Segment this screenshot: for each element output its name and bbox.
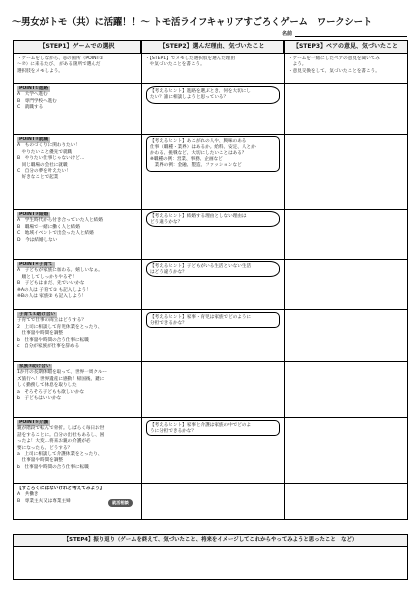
point-label: 【すごろくにはないけれど考えてみよう】: [17, 486, 105, 491]
point2-hint: 【考えるヒント】あこがれの人や、興味のある 仕事（職種・業界）はあるか。給料、安定、人とか かわる、挑戦など、大切にしたいことはある？ ※職種の例：営業、事務、企画など 業界の例：金融、製造、ファッションなど: [146, 136, 280, 172]
point-label: POINT④子育て: [19, 262, 53, 267]
point3-options: POINT③結婚 A 学生時代から付き合っていた人と結婚 B 職場で一緒に働く人と結婚 C 地域イベントで出会った人と結婚 D 今は結婚しない: [17, 212, 103, 243]
point4-hint: 【考えるヒント】子どもがいる生活といない生活 はどう違うかな？: [146, 261, 280, 277]
step4-answer-area[interactable]: [14, 547, 407, 580]
name-field[interactable]: [295, 36, 407, 37]
row-divider: [14, 417, 407, 418]
point-label: 子育て①助け合い: [19, 312, 56, 317]
point-label: POINT①進路: [19, 86, 49, 91]
childcare-options: 子育て①助け合い 子育てで仕事の両立はどうする？ 2 上司に相談して育児休業をとったり、 仕事量や時間を調整 b 仕事量や時間の合う仕事に転職 c 自分が家族が仕事を辞める: [17, 312, 103, 350]
worksheet-title: 〜男女がトモ（共）に活躍！！〜 トモ活ライフキャリアすごろくゲーム ワークシート: [12, 17, 372, 28]
row-divider: [14, 83, 407, 84]
step2-instructions: ・【STEP1】でメモした選択肢を選んだ理由 や気づいたことを書こう。: [145, 56, 236, 68]
column-divider: [284, 41, 285, 519]
row-divider: [14, 209, 407, 210]
point-label: 家族②助け合い: [19, 364, 51, 369]
point5-hint: 【考えるヒント】家事と介護は家族の中でどのよ うに分担できるかな？: [146, 420, 280, 436]
point5-options: POINT⑤介護 親が階段で転んで骨折。しばらく毎日お世 話をすることに。自分の出社もあるし、困 ったよ！大変…将来お親の介護が必 要になったら、どうする？ a 上司に相談して介護休業をとったり、 仕事量や時間を調整 b 仕事量や時間の合う仕事に転職: [17, 420, 105, 470]
worksheet-table: [13, 40, 408, 520]
step4-reflection: [13, 534, 408, 580]
point-label: POINT⑤介護: [19, 420, 49, 425]
point-label: POINT②就職: [19, 137, 49, 142]
step1-instructions: ・ゲームをしながら、◎の箇所（POINT① 〜⑦）に来るたび、 がある箇所で選んだ 選択肢をメモしよう。: [17, 56, 104, 74]
point4-options: POINT④子育て A 子どもが家族に加わる。嬉しいなぁ。 順としてしっかりやるぞ！ B 子どもはまだ、先でいいかな ※Aの人は 子育て① も記入しよう！ ※Bの人は 家族② も記入しよう！: [17, 262, 103, 300]
step4-title: 【STEP4】振り返り（ゲームを終えて、気づいたこと、将来をイメージしてこれからやってみようと思ったこと など）: [14, 535, 407, 547]
row-divider: [14, 309, 407, 310]
point3-hint: 【考えるヒント】結婚する理由としない理由は どう違うかな？: [146, 211, 280, 227]
column-header-step3: 【STEP3】ペアの意見、気づいたこと: [284, 41, 407, 54]
point2-options: POINT②就職 A ものづくりに関わりたい！ やりたいこと優先で就職 B やりたい仕事じゃないけど… 同じ職場の会社に就職 C 自分の夢を叶えたい！ 好きなことで起業: [17, 137, 85, 181]
row-divider: [14, 483, 407, 484]
step3-instructions: ・ゲームを一緒にしたペアの意見を聞いてみ よう。 ・意見交換をして、気づいたことを書こう。: [288, 56, 380, 74]
childcare-hint: 【考えるヒント】家事・育児は家族でどのように 分担できるかな？: [146, 312, 280, 328]
row-divider: [14, 361, 407, 362]
column-header-step1: 【STEP1】ゲームでの選択: [14, 41, 141, 54]
family-options: 家族②助け合い 1か月の長期休暇を取って、世界一周クルー ズ旅行へ！世界遺産に感動！帰国後、鍵に しく勤務して休息を取りした a そろそろ子どもも欲しいかな b 子どもはいいかな: [17, 364, 107, 402]
point-label: POINT③結婚: [19, 212, 49, 217]
column-header-step2: 【STEP2】選んだ理由、気づいたこと: [141, 41, 284, 54]
row-divider: [14, 259, 407, 260]
job-consultation-badge: 就活相談: [108, 499, 133, 507]
name-label: 名前: [282, 31, 293, 37]
point1-options: POINT①進路 A 大学へ進む B 専門学校へ進む C 就職する: [17, 86, 57, 111]
point1-hint: 【考えるヒント】進路を選ぶとき、何を大切にし たい？誰に相談しようと思っている？: [146, 86, 280, 104]
column-divider: [141, 41, 142, 519]
extra-options: 【すごろくにはないけれど考えてみよう】 A 共働き B 専業主夫又は専業主婦: [17, 486, 139, 505]
row-divider: [14, 134, 407, 135]
